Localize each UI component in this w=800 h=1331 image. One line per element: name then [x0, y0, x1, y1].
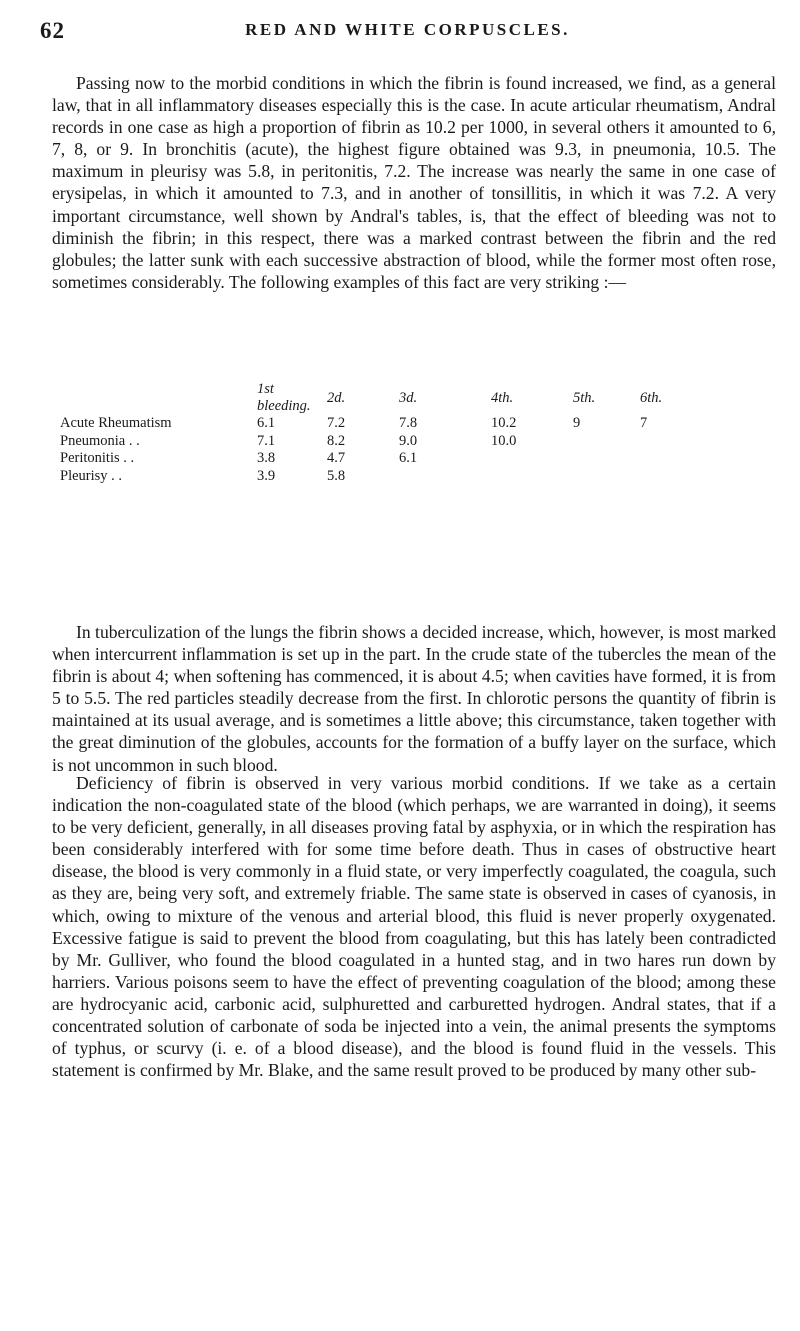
row-label: Pneumonia . . [60, 432, 140, 449]
paragraph-text: In tuberculization of the lungs the fibrin shows a decided increase, which, however, is most marked when intercurrent inflammation is set up in the part. In the crude state of the tubercles the mean of the fibrin is about 4; when softening has commenced, it is about 4.5; when cavities have formed, it is from 5 to 5.5. The red particles steadily decrease from the first. In chlorotic persons the quantity of fibrin is maintained at its usual average, and is sometimes a little above; this circumstance, taken together with the great diminution of the globules, accounts for the formation of a buffy layer on the surface, which is not uncommon in such blood. [52, 622, 776, 775]
table-header-row [60, 381, 680, 415]
table-header: 6th. [640, 389, 663, 406]
table-cell: 6.1 [399, 450, 418, 467]
table-cell [399, 468, 491, 486]
paragraph-text: Passing now to the morbid conditions in which the fibrin is found increased, we find, as a general law, that in all inflammatory diseases especially this is the case. In acute articular rheumatism, Andral records in one case as high a proportion of fibrin as 10.2 per 1000, in several others it amounted to 6, 7, 8, or 9. In bronchitis (acute), the highest figure obtained was 9.3, in pneumonia, 10.5. The maximum in pleurisy was 5.8, in peritonitis, 7.2. The increase was nearly the same in one case of erysipelas, in which it amounted to 7.3, and in another of tonsillitis, in which it was 7.2. A very important circumstance, well shown by Andral's tables, is, that the effect of bleeding was not to diminish the fibrin; in this respect, there was a marked contrast between the fibrin and the red globules; the latter sunk with each successive abstraction of blood, while the former most often rose, sometimes considerably. The following examples of this fact are very striking :— [52, 73, 776, 292]
bleeding-table [60, 381, 680, 485]
table-cell [491, 450, 573, 468]
paragraph-tuberculization [52, 621, 776, 776]
table-cell: 10.0 [491, 432, 517, 449]
table-row [60, 450, 680, 468]
table-header: 1st bleeding. [257, 381, 311, 414]
paragraph-text: Deficiency of fibrin is observed in very various morbid conditions. If we take as a certain indication the non-coagulated state of the blood (which perhaps, we are warranted in doing), it seems to be very deficient, generally, in all diseases proving fatal by asphyxia, or in which the respiration has been considerably interfered with for some time before death. Thus in cases of obstructive heart disease, the blood is very commonly in a fluid state, or very imperfectly coagulated, the coagula, such as they are, being very soft, and extremely friable. The same state is observed in cases of cyanosis, in which, owing to mixture of the venous and arterial blood, this fluid is never properly oxygenated. Excessive fatigue is said to prevent the blood from coagulating, but this has lately been contradicted by Mr. Gulliver, who found the blood coagulated in a hunted stag, and in two hares run down by harriers. Various poisons seem to have the effect of preventing coagulation of the blood; among these are hydrocyanic acid, carbonic acid, sulphuretted and carburetted hydrogen. Andral states, that if a concentrated solution of carbonate of soda be injected into a vein, the animal presents the symptoms of typhus, or scurvy (i. e. of a blood disease), and the blood is found fluid in the vessels. This statement is confirmed by Mr. Blake, and the same result proved to be produced by many other sub- [52, 773, 776, 1081]
table-row [60, 468, 680, 486]
table-cell: 9.0 [399, 432, 418, 449]
table-cell: 6.1 [257, 415, 276, 432]
table-row [60, 433, 680, 451]
running-head [40, 18, 775, 48]
table-cell [491, 468, 573, 486]
row-label: Acute Rheumatism [60, 415, 172, 432]
table-cell [640, 468, 680, 486]
table-cell: 8.2 [327, 432, 346, 449]
table-header [60, 381, 257, 415]
table-row [60, 415, 680, 433]
table-cell: 4.7 [327, 450, 346, 467]
table-cell [573, 450, 640, 468]
table-cell: 9 [573, 415, 581, 432]
running-title: RED AND WHITE CORPUSCLES. [245, 20, 570, 39]
table-cell: 7.8 [399, 415, 418, 432]
table-header: 4th. [491, 389, 514, 406]
table-cell [640, 433, 680, 451]
table-cell [573, 468, 640, 486]
paragraph-fibrin-deficiency [52, 772, 776, 1081]
table-cell [640, 450, 680, 468]
table-header: 3d. [399, 389, 418, 406]
paragraph-fibrin-increase [52, 72, 776, 293]
page-number: 62 [40, 18, 65, 43]
table-cell: 3.9 [257, 467, 276, 484]
table-cell: 3.8 [257, 450, 276, 467]
table-header: 2d. [327, 389, 346, 406]
table-cell: 5.8 [327, 467, 346, 484]
table-cell: 10.2 [491, 415, 517, 432]
table-header: 5th. [573, 389, 596, 406]
row-label: Pleurisy . . [60, 467, 123, 484]
table-cell: 7.2 [327, 415, 346, 432]
row-label: Peritonitis . . [60, 450, 135, 467]
table-cell: 7 [640, 415, 648, 432]
table-cell: 7.1 [257, 432, 276, 449]
table-cell [573, 433, 640, 451]
